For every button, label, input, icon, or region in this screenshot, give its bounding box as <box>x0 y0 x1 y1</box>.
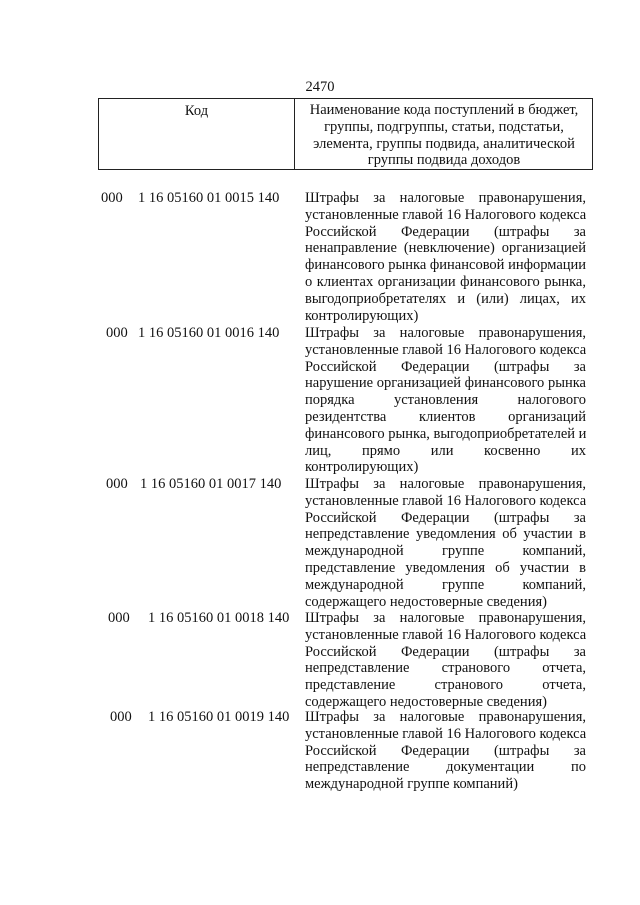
table-header <box>98 98 593 170</box>
description-line: Российской Федерации (штрафы за <box>305 223 586 240</box>
header-code-label: Код <box>184 103 209 119</box>
description-line: выгодоприобретателях и (или) лицах, их <box>305 290 586 307</box>
revenue-code: 1 16 05160 01 0019 140 <box>148 709 290 725</box>
revenue-description <box>305 610 586 711</box>
description-line: лиц, прямо или косвенно их <box>305 442 586 459</box>
description-line: Российской Федерации (штрафы за <box>305 742 586 759</box>
description-line: установленные главой 16 Налогового кодекса <box>305 341 587 358</box>
description-line: непредставление уведомления об участии в <box>305 526 586 543</box>
header-name-line: элемента, группы подвида, аналитической <box>313 135 575 152</box>
description-line: Штрафы за налоговые правонарушения, <box>305 190 586 206</box>
revenue-description <box>305 190 586 324</box>
admin-code: 000 <box>110 709 132 725</box>
revenue-description <box>305 325 586 476</box>
description-line: международной группе компаний) <box>305 776 518 793</box>
revenue-code: 1 16 05160 01 0015 140 <box>138 190 280 206</box>
header-name-label <box>299 102 589 169</box>
description-line: резидентства клиентов организаций <box>305 408 586 425</box>
description-line: международной группе компаний, <box>305 576 586 593</box>
revenue-description <box>305 709 586 793</box>
description-line: финансового рынка, выгодоприобретателей и <box>305 425 587 442</box>
description-line: Российской Федерации (штрафы за <box>305 358 586 375</box>
admin-code: 000 <box>106 476 128 492</box>
admin-code: 000 <box>106 325 128 341</box>
revenue-code: 1 16 05160 01 0018 140 <box>148 610 290 626</box>
description-line: установленные главой 16 Налогового кодекса <box>305 206 587 223</box>
description-line: установленные главой 16 Налогового кодекса <box>305 492 587 509</box>
description-line: Штрафы за налоговые правонарушения, <box>305 325 586 341</box>
description-line: представление уведомления об участии в <box>305 559 586 576</box>
description-line: непредставление документации по <box>305 759 586 776</box>
page-number: 2470 <box>305 79 335 95</box>
description-line: порядка установления налогового <box>305 392 586 409</box>
description-line: финансового рынка финансовой информации <box>305 257 587 274</box>
revenue-description <box>305 476 586 610</box>
description-line: содержащего недостоверные сведения) <box>305 593 547 610</box>
description-line: о клиентах организации финансового рынка, <box>305 273 586 290</box>
description-line: содержащего недостоверные сведения) <box>305 693 547 710</box>
description-line: Российской Федерации (штрафы за <box>305 509 586 526</box>
description-line: установленные главой 16 Налогового кодекса <box>305 725 587 742</box>
description-line: международной группе компаний, <box>305 543 586 560</box>
description-line: представление странового отчета, <box>305 677 586 694</box>
description-line: Российской Федерации (штрафы за <box>305 643 586 660</box>
admin-code: 000 <box>101 190 123 206</box>
description-line: Штрафы за налоговые правонарушения, <box>305 709 586 725</box>
header-name-line: Наименование кода поступлений в бюджет, <box>309 102 579 118</box>
description-line: контролирующих) <box>305 459 419 476</box>
revenue-code: 1 16 05160 01 0016 140 <box>138 325 280 341</box>
description-line: контролирующих) <box>305 307 419 324</box>
description-line: нарушение организацией финансового рынка <box>305 375 586 392</box>
admin-code: 000 <box>108 610 130 626</box>
description-line: Штрафы за налоговые правонарушения, <box>305 476 586 492</box>
description-line: непредставление странового отчета, <box>305 660 586 677</box>
description-line: установленные главой 16 Налогового кодекса <box>305 626 587 643</box>
description-line: ненаправление (невключение) организацией <box>305 240 586 257</box>
description-line: Штрафы за налоговые правонарушения, <box>305 610 586 626</box>
revenue-code: 1 16 05160 01 0017 140 <box>140 476 282 492</box>
header-name-line: группы подвида доходов <box>367 152 521 169</box>
header-divider <box>294 99 295 169</box>
header-name-line: группы, подгруппы, статьи, подстатьи, <box>324 118 564 135</box>
